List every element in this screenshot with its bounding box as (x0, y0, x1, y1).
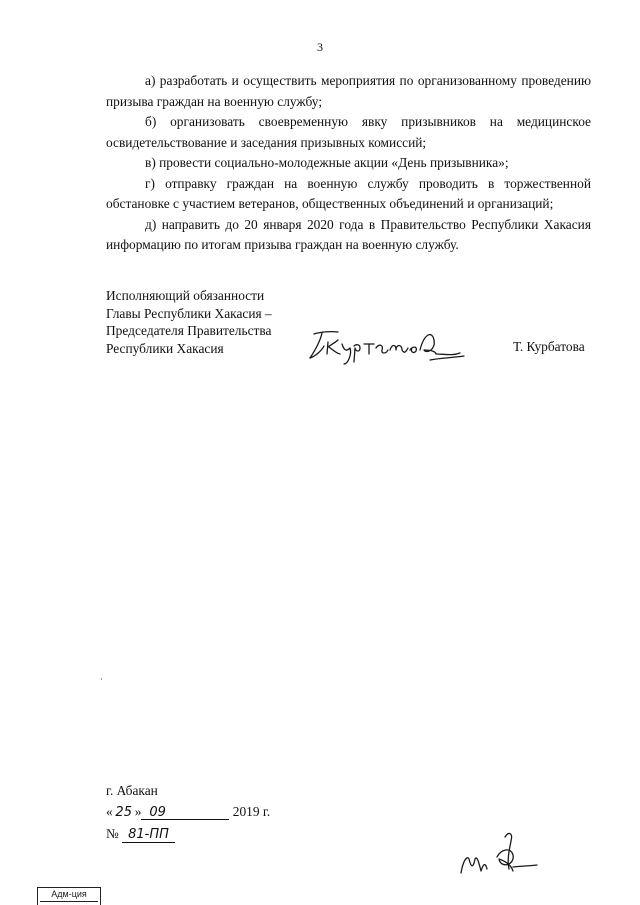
date-month: 09 (141, 806, 229, 820)
signatory-title-line: Главы Республики Хакасия – (106, 305, 272, 321)
date-open-quote: « (106, 804, 113, 819)
signatory-title-line: Республики Хакасия (106, 340, 224, 356)
signatory-title-line: Председателя Правительства (106, 323, 272, 338)
signatory-title-line: Исполняющий обязанности (106, 288, 265, 303)
scan-speck (101, 678, 102, 680)
date-close-quote: » (134, 804, 142, 819)
date-line (106, 801, 270, 823)
signer-name: Т. Курбатова (513, 339, 585, 354)
document-number: 81-ПП (122, 828, 175, 843)
document-number-line (106, 823, 270, 844)
signatory-title (106, 287, 272, 357)
stamp-divider (40, 901, 98, 902)
date-year: 2019 г. (232, 804, 271, 819)
city: г. Абакан (106, 783, 158, 798)
document-footer (106, 780, 270, 844)
paragraph-d: д) направить до 20 января 2020 года в Правительство Республики Хакасия информацию по итогам призыва граждан на военную службу. (106, 216, 591, 252)
paragraph-v: в) провести социально-молодежные акции «День призывника»; (145, 155, 509, 170)
date-day: 25 (115, 805, 132, 820)
body-text (106, 71, 591, 256)
paragraph-g: г) отправку граждан на военную службу проводить в торжественной обстановке с участием ветеранов, общественных объединений и организаций; (106, 175, 591, 211)
handwritten-initials (455, 825, 545, 880)
paragraph-a: а) разработать и осуществить мероприятия по организованному проведению призыва граждан на военную службу; (106, 73, 591, 109)
number-label: № (106, 826, 119, 841)
registration-stamp (37, 887, 101, 905)
handwritten-signature (300, 320, 470, 365)
stamp-text: Адм-ция (51, 889, 87, 899)
paragraph-b: б) организовать своевременную явку призывников на медицинское освидетельствование и заседания призывных комиссий; (106, 114, 591, 150)
page-number: 3 (317, 40, 323, 54)
